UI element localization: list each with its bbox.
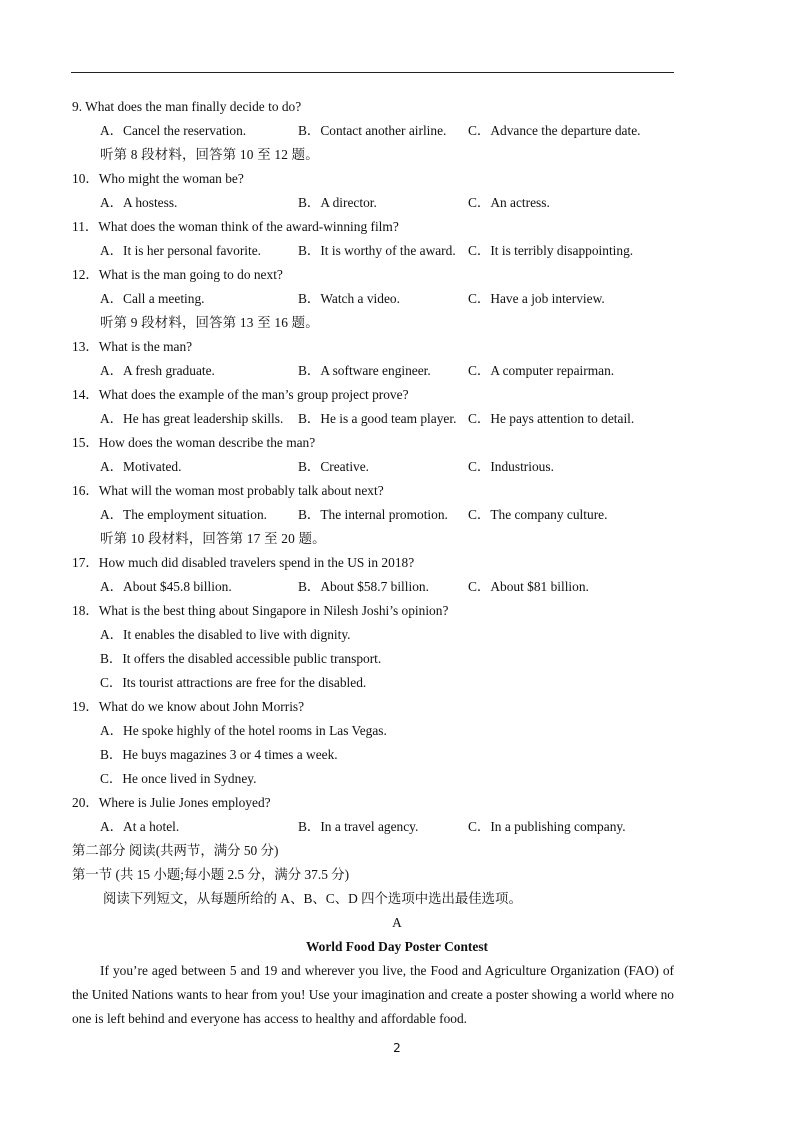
question-20-stem [0,791,794,815]
question-number: 9. [72,99,83,114]
option-c: C．Advance the departure date. [468,123,641,138]
question-19-stem [0,695,794,719]
option-c: C．An actress. [468,195,550,210]
passage-letter: A [392,915,402,930]
option-c: C．He once lived in Sydney. [100,771,257,786]
question-15-stem [0,431,794,455]
option-b: B．Creative. [298,459,370,474]
question-text: What will the woman most probably talk about next? [98,483,384,498]
question-17-stem [0,551,794,575]
question-number: 16． [72,483,99,498]
question-text: What is the man? [98,339,193,354]
option-b: B．It offers the disabled accessible public transport. [100,651,382,666]
option-c: C．Have a job interview. [468,291,605,306]
question-number: 18． [72,603,99,618]
question-9-stem [0,95,794,119]
question-18-stem [0,599,794,623]
question-text: Where is Julie Jones employed? [98,795,271,810]
question-14-stem [0,383,794,407]
option-b: B．It is worthy of the award. [298,243,456,258]
page-number: 2 [393,1041,401,1055]
section-note-10: 听第 10 段材料，回答第 17 至 20 题。 [100,531,326,546]
passage-paragraph: If you’re aged between 5 and 19 and wherever you live, the Food and Agriculture Organization (FAO) of the United Nations wants to hear from you! Use your imagination and create a poster showing a world where no one is left behind and everyone has access to healthy and affordable food. [72,963,674,1026]
option-a: A．Motivated. [100,459,182,474]
option-a: A．About $45.8 billion. [100,579,232,594]
option-a: A．It enables the disabled to live with dignity. [100,627,351,642]
question-text: How much did disabled travelers spend in the US in 2018? [98,555,415,570]
question-text: What is the man going to do next? [98,267,283,282]
option-b: B．A software engineer. [298,363,431,378]
page-content [0,95,794,1031]
question-14-options [0,407,794,431]
option-b: B．He buys magazines 3 or 4 times a week. [100,747,338,762]
question-10-stem [0,167,794,191]
question-number: 10． [72,171,99,186]
option-c: C．A computer repairman. [468,363,615,378]
option-b: B．About $58.7 billion. [298,579,429,594]
question-text: Who might the woman be? [98,171,244,186]
option-c: C．Industrious. [468,459,554,474]
option-a: A．He spoke highly of the hotel rooms in Las Vegas. [100,723,387,738]
question-number: 13． [72,339,99,354]
option-b: B．In a travel agency. [298,819,419,834]
section-note-8: 听第 8 段材料，回答第 10 至 12 题。 [100,147,319,162]
question-text: What does the man finally decide to do? [85,99,302,114]
option-c: C．It is terribly disappointing. [468,243,634,258]
question-9-options [0,119,794,143]
option-a: A．Call a meeting. [100,291,205,306]
question-13-options [0,359,794,383]
option-c: C．About $81 billion. [468,579,589,594]
question-17-options [0,575,794,599]
question-12-stem [0,263,794,287]
part2-section1-heading: 第一节 (共 15 小题;每小题 2.5 分，满分 37.5 分) [72,867,350,882]
question-number: 12． [72,267,99,282]
question-number: 19． [72,699,99,714]
header-rule [71,72,674,73]
question-15-options [0,455,794,479]
section-note-9: 听第 9 段材料，回答第 13 至 16 题。 [100,315,319,330]
option-b: B．A director. [298,195,377,210]
part2-instructions: 阅读下列短文，从每题所给的 A、B、C、D 四个选项中选出最佳选项。 [103,891,522,906]
option-b: B．He is a good team player. [298,411,457,426]
question-text: What does the example of the man’s group project prove? [98,387,409,402]
question-12-options [0,287,794,311]
option-a: A．He has great leadership skills. [100,411,284,426]
question-11-stem [0,215,794,239]
question-20-options [0,815,794,839]
question-text: What is the best thing about Singapore in Nilesh Joshi’s opinion? [98,603,449,618]
question-10-options [0,191,794,215]
question-text: What does the woman think of the award-winning film? [98,219,399,234]
option-c: C．In a publishing company. [468,819,626,834]
question-text: How does the woman describe the man? [98,435,316,450]
question-text: What do we know about John Morris? [98,699,305,714]
option-c: C．He pays attention to detail. [468,411,635,426]
option-b: B．Watch a video. [298,291,400,306]
question-number: 14． [72,387,99,402]
option-a: A．The employment situation. [100,507,267,522]
option-a: A．It is her personal favorite. [100,243,262,258]
part2-heading: 第二部分 阅读(共两节，满分 50 分) [72,843,279,858]
question-16-options [0,503,794,527]
question-13-stem [0,335,794,359]
option-a: A．A fresh graduate. [100,363,215,378]
option-c: C．Its tourist attractions are free for the disabled. [100,675,367,690]
option-b: B．Contact another airline. [298,123,447,138]
question-16-stem [0,479,794,503]
question-11-options [0,239,794,263]
option-b: B．The internal promotion. [298,507,448,522]
question-number: 11． [72,219,99,234]
question-number: 20． [72,795,99,810]
passage-title: World Food Day Poster Contest [305,939,488,954]
option-a: A．Cancel the reservation. [100,123,247,138]
question-number: 15． [72,435,99,450]
option-a: A．At a hotel. [100,819,180,834]
option-c: C．The company culture. [468,507,608,522]
option-a: A．A hostess. [100,195,178,210]
question-number: 17． [72,555,99,570]
